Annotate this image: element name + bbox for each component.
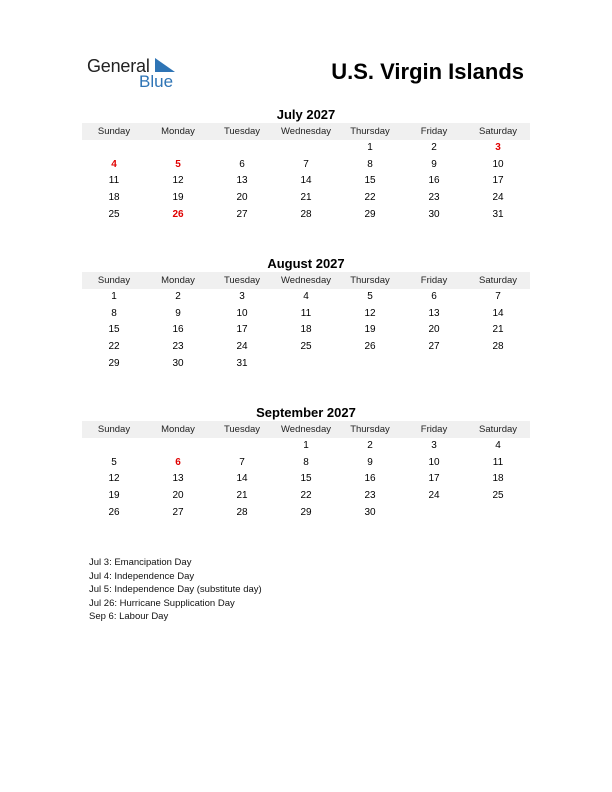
day-cell: 26 [364,341,376,353]
day-cell: 23 [172,341,184,353]
day-cell: 29 [300,506,312,518]
weekday-header: Saturday [478,424,518,435]
day-cell: 19 [364,324,376,336]
day-cell [146,438,210,455]
day-cell: 27 [236,208,248,220]
holiday-day-cell: 4 [111,158,117,170]
weekday-header: Tuesday [223,275,261,286]
holiday-list [89,556,262,624]
day-cell: 9 [175,307,181,319]
day-cell: 6 [431,291,437,302]
logo-text-general: General [87,56,150,76]
day-cell: 22 [364,192,376,204]
weekday-header: Thursday [350,275,390,286]
week-row [82,356,530,373]
week-row [82,157,530,174]
weekday-header: Monday [161,126,195,137]
weekday-header: Friday [420,126,448,137]
weekday-header: Tuesday [223,424,261,435]
weekday-header: Saturday [478,275,518,286]
day-cell: 16 [364,473,376,485]
week-row [82,455,530,472]
week-row [82,207,530,224]
day-cell: 18 [108,192,120,204]
day-cell: 30 [172,357,184,369]
day-cell: 12 [108,473,120,485]
weekday-header: Sunday [97,275,131,286]
day-cell: 2 [367,440,373,451]
day-cell: 21 [236,490,248,502]
weekday-header-row [82,421,530,438]
day-cell: 5 [367,291,373,302]
day-cell: 23 [364,490,376,502]
weekday-header: Monday [161,424,195,435]
weekday-header: Sunday [97,126,131,137]
day-cell: 2 [175,291,181,302]
day-cell: 2 [431,142,437,153]
day-cell: 8 [111,307,117,319]
day-cell: 17 [236,324,248,336]
day-cell: 20 [236,192,248,204]
day-cell: 7 [303,158,309,170]
day-cell: 28 [236,506,248,518]
day-cell: 21 [492,324,504,336]
day-cell: 14 [236,473,248,485]
day-cell: 12 [172,175,184,187]
weekday-header: Saturday [478,126,518,137]
day-cell: 16 [172,324,184,336]
day-cell [210,438,274,455]
holiday-entry: Jul 5: Independence Day (substitute day) [89,584,262,595]
day-cell: 4 [303,291,309,302]
day-cell: 18 [492,473,504,485]
day-cell: 27 [428,341,440,353]
day-cell: 22 [108,341,120,353]
weekday-header: Tuesday [223,126,261,137]
holiday-day-cell: 6 [175,456,181,468]
day-cell: 3 [239,291,245,302]
day-cell: 27 [172,506,184,518]
week-row [82,471,530,488]
day-cell: 13 [172,473,184,485]
day-cell: 14 [492,307,504,319]
day-cell: 11 [300,307,312,319]
day-cell [402,356,466,373]
day-cell: 21 [300,192,312,204]
day-cell: 16 [428,175,440,187]
month-title: September 2027 [256,405,356,420]
week-row [82,505,530,522]
day-cell: 12 [364,307,376,319]
weekday-header: Thursday [350,424,390,435]
month-title: July 2027 [276,107,336,122]
day-cell: 30 [364,506,376,518]
holiday-entry: Jul 26: Hurricane Supplication Day [89,597,235,609]
holiday-day-cell: 3 [495,142,501,153]
day-cell [466,505,530,522]
holiday-day-cell: 5 [175,158,181,170]
day-cell: 20 [172,490,184,502]
day-cell [274,140,338,157]
country-title: U.S. Virgin Islands [331,59,524,84]
day-cell: 13 [236,175,248,187]
day-cell: 28 [492,341,504,353]
day-cell: 4 [495,440,501,451]
holiday-entry: Jul 4: Independence Day [89,570,195,582]
logo-text-blue: Blue [139,72,174,91]
weekday-header: Thursday [350,126,390,137]
day-cell: 23 [428,192,440,204]
day-cell: 19 [108,490,120,502]
day-cell: 6 [239,158,245,170]
day-cell: 18 [300,324,312,336]
day-cell: 8 [367,158,373,170]
day-cell: 22 [300,490,312,502]
day-cell: 3 [431,440,437,451]
holiday-day-cell: 26 [172,208,184,220]
day-cell [274,356,338,373]
week-row [82,322,530,339]
generalblue-logo [87,56,187,92]
month-calendar [82,255,530,372]
day-cell: 11 [492,456,504,468]
day-cell: 9 [367,456,373,468]
day-cell: 10 [428,456,440,468]
day-cell: 17 [492,175,504,187]
holiday-entry: Jul 3: Emancipation Day [89,557,192,568]
day-cell: 31 [236,357,248,369]
day-cell: 9 [431,158,437,170]
weekday-header: Friday [420,424,448,435]
day-cell [402,505,466,522]
day-cell: 26 [108,506,120,518]
holiday-entry: Sep 6: Labour Day [89,611,169,622]
day-cell: 15 [364,175,376,187]
day-cell: 7 [495,291,501,302]
weekday-header-row [82,272,530,289]
week-row [82,306,530,323]
day-cell [338,356,402,373]
day-cell [466,356,530,373]
week-row [82,140,530,157]
month-calendar [82,106,530,223]
day-cell: 25 [492,490,504,502]
day-cell: 13 [428,307,440,319]
day-cell: 25 [300,341,312,353]
day-cell: 14 [300,175,312,187]
day-cell: 8 [303,456,309,468]
day-cell: 10 [492,158,504,170]
weekday-header: Monday [161,275,195,286]
day-cell: 15 [108,324,120,336]
day-cell [82,438,146,455]
day-cell: 30 [428,208,440,220]
weekday-header-row [82,123,530,140]
weekday-header: Sunday [97,424,131,435]
week-row [82,488,530,505]
day-cell: 11 [108,175,120,187]
day-cell: 24 [492,192,504,204]
day-cell: 29 [364,208,376,220]
week-row [82,173,530,190]
day-cell: 29 [108,357,120,369]
day-cell: 10 [236,307,248,319]
day-cell: 5 [111,456,117,468]
logo-triangle-icon [155,58,175,72]
day-cell: 15 [300,473,312,485]
weekday-header: Wednesday [281,424,331,435]
month-title: August 2027 [267,256,345,271]
day-cell: 31 [492,208,504,220]
weekday-header: Wednesday [281,126,331,137]
day-cell: 1 [367,142,373,153]
day-cell [82,140,146,157]
day-cell [210,140,274,157]
day-cell: 24 [236,341,248,353]
day-cell [146,140,210,157]
week-row [82,339,530,356]
day-cell: 19 [172,192,184,204]
week-row [82,289,530,306]
weekday-header: Friday [420,275,448,286]
day-cell: 24 [428,490,440,502]
day-cell: 7 [239,456,245,468]
weekday-header: Wednesday [281,275,331,286]
day-cell: 28 [300,208,312,220]
day-cell: 17 [428,473,440,485]
day-cell: 25 [108,208,120,220]
week-row [82,438,530,455]
day-cell: 1 [111,291,117,302]
day-cell: 20 [428,324,440,336]
week-row [82,190,530,207]
day-cell: 1 [303,440,309,451]
month-calendar [82,404,530,521]
